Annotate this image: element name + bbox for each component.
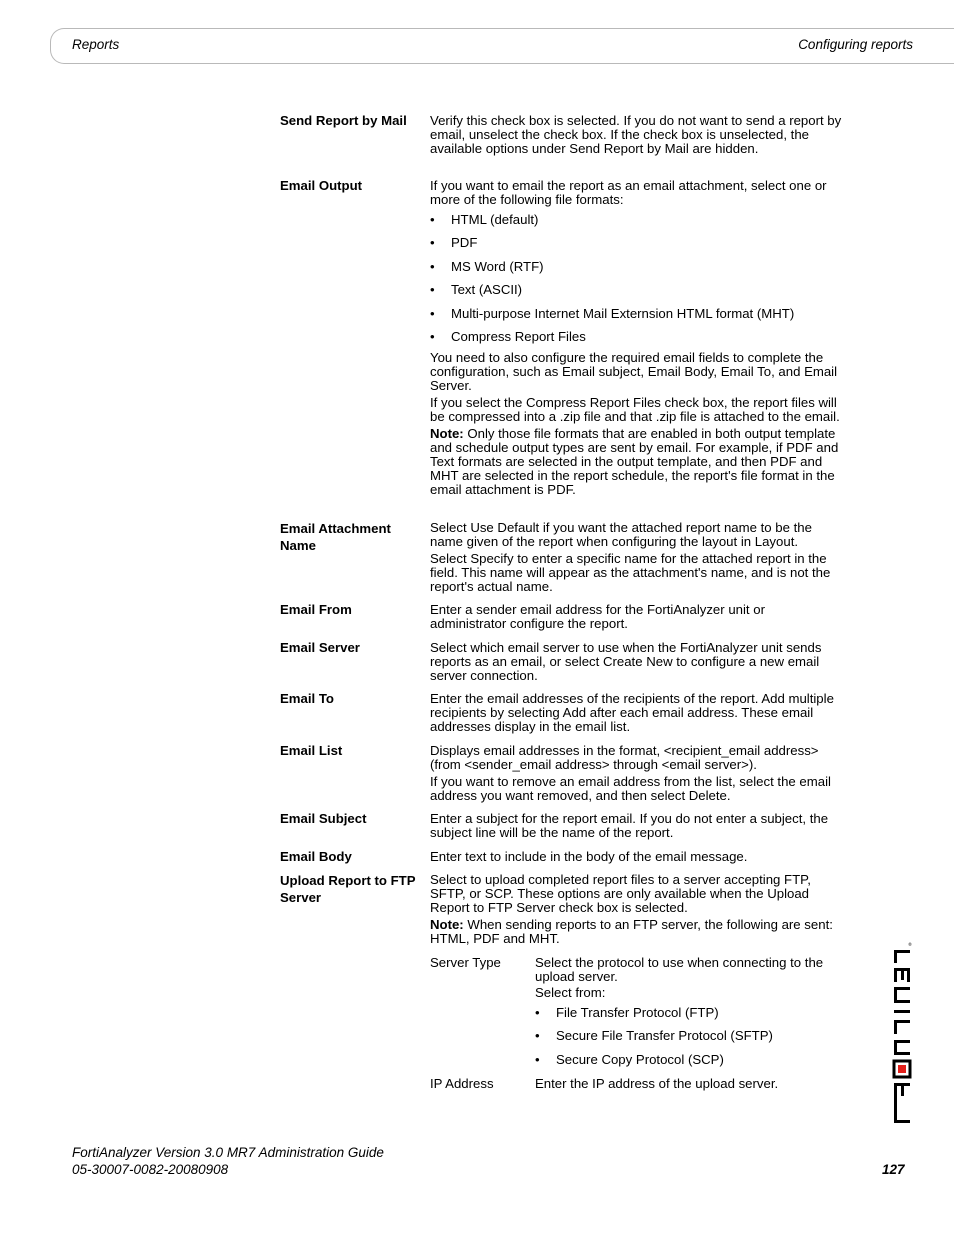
attachment-p2: Select Specify to enter a specific name for the attached report in the field. This name will appear as the attachment's name, and is not the report's actual name. (430, 551, 831, 594)
header-section: Reports (72, 37, 120, 52)
ip-address-label: IP Address (430, 1076, 494, 1091)
desc-send-report (430, 114, 842, 159)
term-email-output: Email Output (280, 178, 363, 193)
email-output-p1: You need to also configure the required email fields to complete the configuration, such as Email subject, Email Body, Email To, and Email Server. (430, 350, 838, 393)
fortinet-logo (887, 940, 917, 1130)
protocol-item: • Secure File Transfer Protocol (SFTP) (535, 1029, 845, 1043)
desc-email-body: Enter text to include in the body of the email message. (430, 849, 748, 864)
attachment-p1: Select Use Default if you want the attached report name to be the name given of the report when configuring the layout in Layout. (430, 520, 812, 549)
desc-email-from: Enter a sender email address for the FortiAnalyzer unit or administrator configure the report. (430, 602, 765, 631)
upload-ftp-p1: Select to upload completed report files to a server accepting FTP, SFTP, or SCP. These options are only available when the Upload Report to FTP Server check box is selected. (430, 872, 811, 915)
term-email-body: Email Body (280, 849, 352, 864)
email-output-details-body (430, 351, 842, 500)
header-topic: Configuring reports (798, 37, 913, 52)
desc-email-subject: Enter a subject for the report email. If you do not enter a subject, the subject line will be the name of the report. (430, 811, 829, 840)
ip-address-desc: Enter the IP address of the upload server. (535, 1076, 779, 1091)
server-type-desc (535, 956, 845, 1076)
desc-email-output (430, 179, 842, 353)
footer-code: 05-30007-0082-20080908 (72, 1162, 229, 1177)
desc-email-to: Enter the email addresses of the recipients of the report. Add multiple recipients by selecting Add after each email address. These email addresses display in the email list. (430, 691, 834, 734)
svg-text:®: ® (908, 942, 912, 947)
format-item: • Multi-purpose Internet Mail Externsion HTML format (MHT) (430, 307, 842, 321)
server-type-label: Server Type (430, 955, 501, 970)
term-send-report: Send Report by Mail (280, 113, 407, 128)
term-upload-ftp: Upload Report to FTP Server (280, 873, 416, 905)
note-label: Note: (430, 917, 464, 932)
desc-email-list (430, 744, 846, 806)
footer-title: FortiAnalyzer Version 3.0 MR7 Administration Guide (72, 1145, 384, 1160)
format-item: • HTML (default) (430, 213, 842, 227)
term-email-subject: Email Subject (280, 811, 367, 826)
term-email-to: Email To (280, 691, 334, 706)
email-output-intro: If you want to email the report as an email attachment, select one or more of the following file formats: (430, 178, 827, 207)
desc-upload-ftp (430, 873, 842, 949)
server-type-p2: Select from: (535, 985, 606, 1000)
email-list-p2: If you want to remove an email address from the list, select the email address you want removed, and then select Delete. (430, 774, 831, 803)
note-text: When sending reports to an FTP server, the following are sent: HTML, PDF and MHT. (430, 917, 833, 946)
term-attachment-name: Email Attachment Name (280, 521, 391, 553)
term-email-server: Email Server (280, 640, 360, 655)
protocol-list (535, 1006, 845, 1067)
server-type-p1: Select the protocol to use when connecting to the upload server. (535, 955, 824, 984)
note-label: Note: (430, 426, 464, 441)
term-email-from: Email From (280, 602, 352, 617)
protocol-item: • Secure Copy Protocol (SCP) (535, 1053, 845, 1067)
format-list (430, 213, 842, 344)
desc-email-server: Select which email server to use when the FortiAnalyzer unit sends reports as an email, or select Create New to configure a new email server connection. (430, 640, 822, 683)
format-item: • Text (ASCII) (430, 283, 842, 297)
protocol-item: • File Transfer Protocol (FTP) (535, 1006, 845, 1020)
note-text: Only those file formats that are enabled in both output template and schedule output types are sent by email. For example, if PDF and Text formats are selected in the output template, and then PDF and MHT are selected in the report schedule, the report's file format in the email attachment is PDF. (430, 426, 839, 497)
desc-attachment-name (430, 521, 842, 597)
page-number: 127 (882, 1162, 905, 1177)
page-header (50, 28, 954, 64)
email-output-note (430, 427, 842, 497)
format-item: • Compress Report Files (430, 330, 842, 344)
term-email-list: Email List (280, 743, 343, 758)
email-output-p2: If you select the Compress Report Files check box, the report files will be compressed into a .zip file and that .zip file is attached to the email. (430, 395, 840, 424)
upload-ftp-note (430, 918, 842, 946)
format-item: • MS Word (RTF) (430, 260, 842, 274)
email-list-p1: Displays email addresses in the format, <recipient_email address> (from <sender_email address> through <email server>). (430, 743, 819, 772)
format-item: • PDF (430, 236, 842, 250)
desc-send-report-text: Verify this check box is selected. If you do not want to send a report by email, unselect the check box. If the check box is unselected, the available options under Send Report by Mail are hidden. (430, 113, 842, 156)
